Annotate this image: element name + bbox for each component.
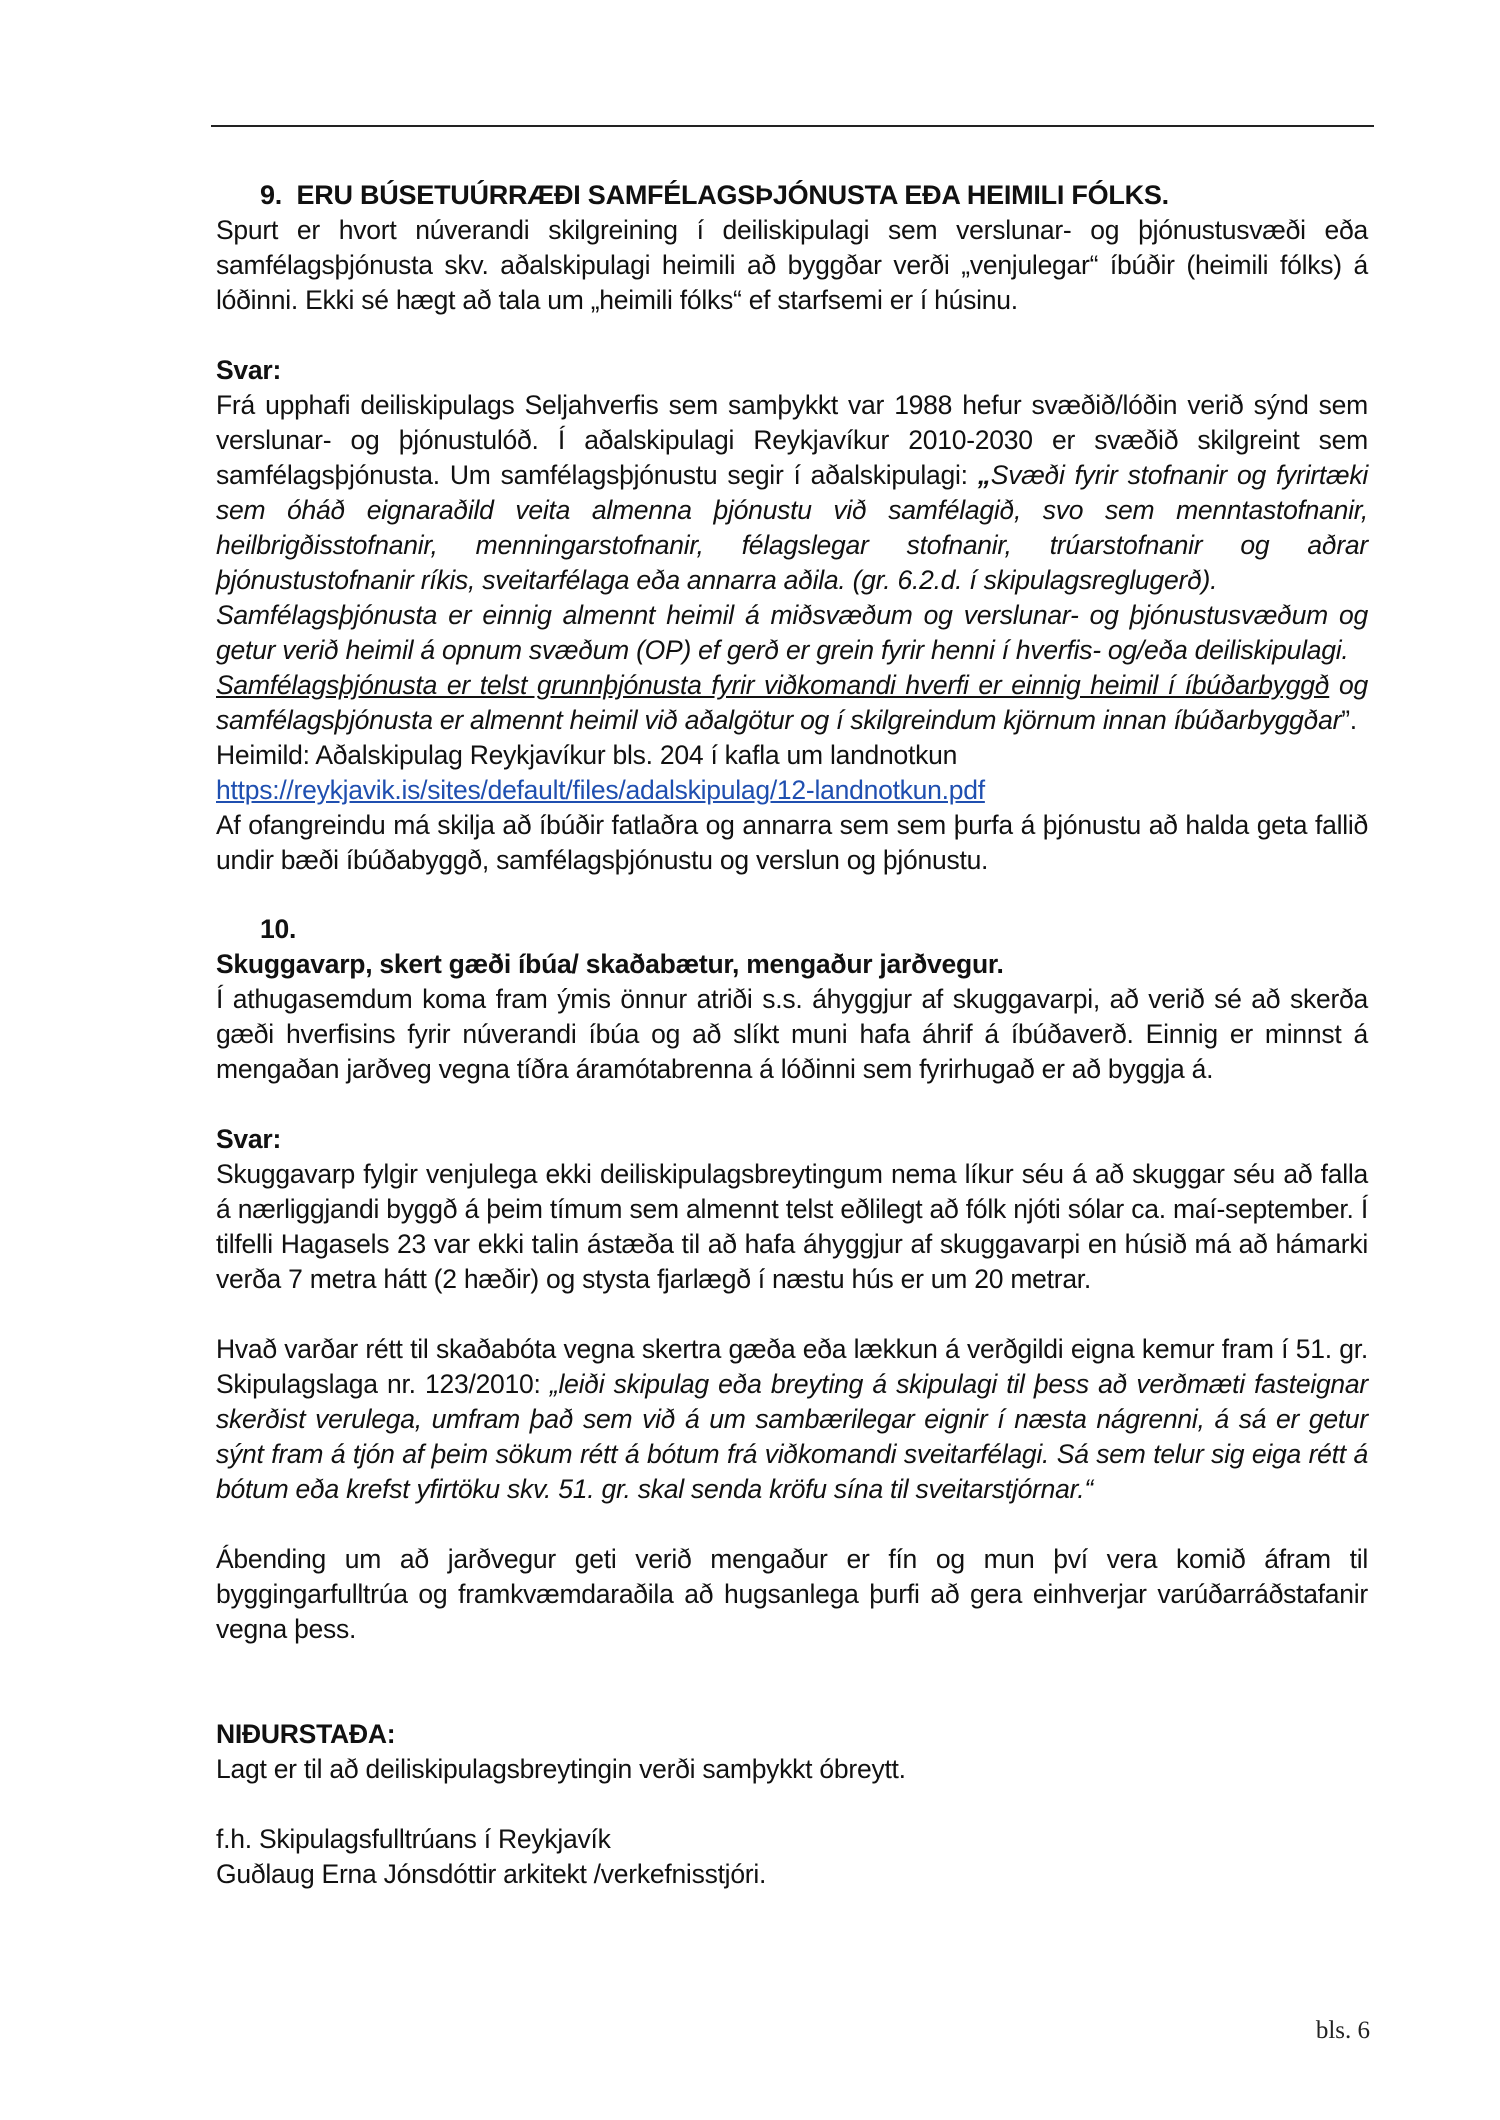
conclusion-text: Lagt er til að deiliskipulagsbreytingin verði samþykkt óbreytt. (216, 1754, 906, 1784)
section-10-question: Í athugasemdum koma fram ýmis önnur atriði s.s. áhyggjur af skuggavarpi, að verið sé að skerða gæði hverfisins fyrir núverandi íbúa og að slíkt muni hafa áhrif á íbúðaverð. Einnig er minnst á mengaðan jarðveg vegna tíðra áramótabrenna á lóðinni sem fyrirhugað er að byggja á. (216, 984, 1368, 1084)
section-9-conclusion: Af ofangreindu má skilja að íbúðir fatlaðra og annarra sem sem þurfa á þjónustu að halda geta fallið undir bæði íbúðabyggð, samfélagsþjónustu og verslun og þjónustu. (216, 810, 1368, 875)
section-9-source: Heimild: Aðalskipulag Reykjavíkur bls. 204 í kafla um landnotkun (216, 740, 958, 770)
section-10-number: 10. (260, 914, 297, 944)
section-10-answer-p2: Hvað varðar rétt til skaðabóta vegna skertra gæða eða lækkun á verðgildi eigna kemur fram í 51. gr. Skipulagslaga nr. 123/2010: „leiði skipulag eða breyting á skipulagi til þess að verðmæti fasteignar skerðist verulega, umfram það sem við á um sambærilegar eignir í næsta nágrenni, á sá er getur sýnt fram á tjón af þeim sökum rétt á bótum frá viðkomandi sveitarfélagi. Sá sem telur sig eiga rétt á bótum eða krefst yfirtöku skv. 51. gr. skal senda kröfu sína til sveitarstjórnar.“ (216, 1334, 1368, 1504)
quote-underlined: Samfélagsþjónusta er telst grunnþjónusta fyrir viðkomandi hverfi er einnig heimil í íbúðarbyggð (216, 670, 1330, 700)
section-9-title: ERU BÚSETUÚRRÆÐI SAMFÉLAGSÞJÓNUSTA EÐA HEIMILI FÓLKS. (296, 180, 1169, 210)
section-10-answer-p3: Ábending um að jarðvegur geti verið mengaður er fín og mun því vera komið áfram til byggingarfulltrúa og framkvæmdaraðila að hugsanlega þurfi að gera einhverjar varúðarráðstafanir vegna þess. (216, 1544, 1368, 1644)
section-9-heading (216, 178, 1368, 213)
signature-line-2: Guðlaug Erna Jónsdóttir arkitekt /verkefnisstjóri. (216, 1859, 767, 1889)
section-9-answer-label: Svar: (216, 355, 282, 385)
section-9-number: 9. (260, 180, 283, 210)
quote-open-mark: „ (977, 460, 991, 490)
section-9-question: Spurt er hvort núverandi skilgreining í deiliskipulagi sem verslunar- og þjónustusvæði eða samfélagsþjónusta skv. aðalskipulagi heimili að byggðar verði „venjulegar“ íbúðir (heimili fólks) á lóðinni. Ekki sé hægt að tala um „heimili fólks“ ef starfsemi er í húsinu. (216, 215, 1368, 315)
conclusion-label: NIÐURSTAÐA: (216, 1719, 396, 1749)
landnotkun-pdf-link[interactable]: https://reykjavik.is/sites/default/files/adalskipulag/12-landnotkun.pdf (216, 775, 985, 805)
skipulagslog-quote: „leiði skipulag eða breyting á skipulagi til þess að verðmæti fasteignar skerðist verulega, umfram það sem við á um sambærilegar eignir í næsta nágrenni, á sá er getur sýnt fram á tjón af þeim sökum rétt á bótum frá viðkomandi sveitarfélagi. Sá sem telur sig eiga rétt á bótum eða krefst yfirtöku skv. 51. gr. skal senda kröfu sína til sveitarstjórnar.“ (216, 1369, 1368, 1504)
section-10-answer-label: Svar: (216, 1124, 282, 1154)
section-9-quote-2: Samfélagsþjónusta er einnig almennt heimil á miðsvæðum og verslunar- og þjónustusvæðum og getur verið heimil á opnum svæðum (OP) ef gerð er grein fyrir henni í hverfis- og/eða deiliskipulagi. (216, 600, 1368, 665)
document-body (216, 178, 1368, 1892)
section-9-answer (216, 388, 1368, 598)
section-10-answer-p1: Skuggavarp fylgir venjulega ekki deiliskipulagsbreytingum nema líkur séu á að skuggar séu að falla á nærliggjandi byggð á þeim tímum sem almennt telst eðlilegt að fólk njóti sólar ca. maí-september. Í tilfelli Hagasels 23 var ekki talin ástæða til að hafa áhyggjur af skuggavarpi en húsið má að hámarki verða 7 metra hátt (2 hæðir) og stysta fjarlægð í næstu hús er um 20 metrar. (216, 1159, 1368, 1294)
answer-intro: Frá upphafi deiliskipulags Seljahverfis sem samþykkt var 1988 hefur svæðið/lóðin verið sýnd sem verslunar- og þjónustulóð. Í aðalskipulagi Reykjavíkur 2010-2030 er svæðið skilgreint sem samfélagsþjónusta. Um samfélagsþjónustu segir í aðalskipulagi: (216, 390, 1368, 490)
landnotkun-link-line (216, 773, 1368, 808)
section-10-heading: Skuggavarp, skert gæði íbúa/ skaðabætur, mengaður jarðvegur. (216, 949, 1004, 979)
section-9-quote-3: Samfélagsþjónusta er telst grunnþjónusta fyrir viðkomandi hverfi er einnig heimil í íbúðarbyggð og samfélagsþjónusta er almennt heimil við aðalgötur og í skilgreindum kjörnum innan íbúðarbyggðar”. (216, 670, 1368, 735)
page-number: bls. 6 (1315, 2017, 1370, 2044)
quote-part-1: Svæði fyrir stofnanir og fyrirtæki sem óháð eignaraðild veita almenna þjónustu við samfélagið, svo sem menntastofnanir, heilbrigðisstofnanir, menningarstofnanir, félagslegar stofnanir, trúarstofnanir og aðrar þjónustustofnanir ríkis, sveitarfélaga eða annarra aðila. (gr. 6.2.d. í skipulagsreglugerð). (216, 460, 1368, 595)
header-rule (211, 125, 1374, 127)
signature-line-1: f.h. Skipulagsfulltrúans í Reykjavík (216, 1824, 611, 1854)
